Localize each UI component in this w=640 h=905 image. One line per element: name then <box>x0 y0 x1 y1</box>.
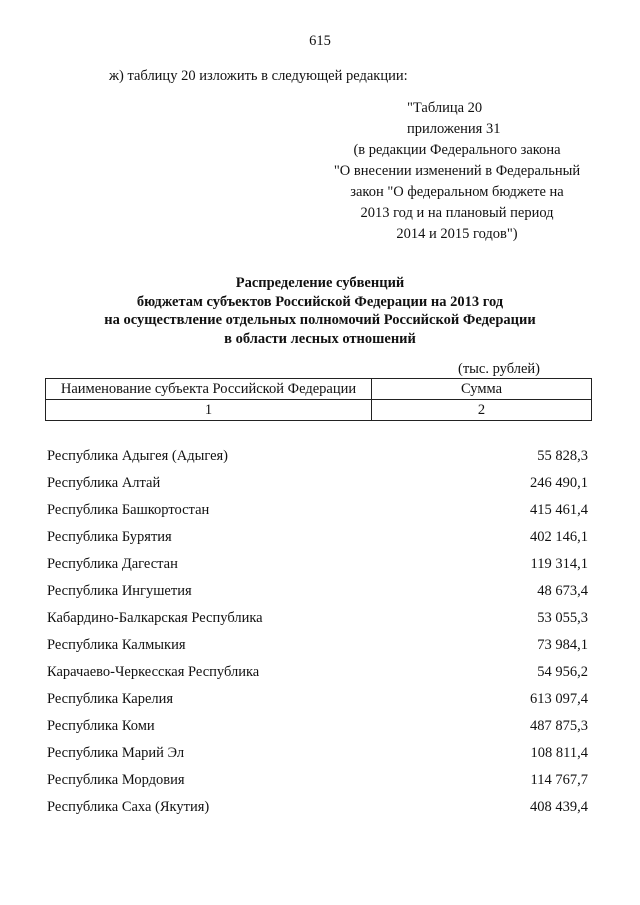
region-amount: 119 314,1 <box>530 556 588 572</box>
intro-text: ж) таблицу 20 изложить в следующей редакции: <box>109 68 408 84</box>
region-name: Республика Саха (Якутия) <box>47 799 210 815</box>
table-row <box>45 527 592 554</box>
title-line-1: Распределение субвенций <box>235 275 405 291</box>
column-number-1: 1 <box>46 400 372 421</box>
table-row <box>45 662 592 689</box>
region-amount: 48 673,4 <box>537 583 588 599</box>
table-row <box>45 689 592 716</box>
table-row <box>45 581 592 608</box>
region-name: Республика Коми <box>47 718 155 734</box>
region-name: Республика Калмыкия <box>47 637 186 653</box>
page-number: 615 <box>309 33 331 49</box>
table-row <box>45 716 592 743</box>
table-row <box>45 743 592 770</box>
region-amount: 613 097,4 <box>530 691 588 707</box>
reference-line-2: приложения 31 <box>407 121 501 137</box>
table-body <box>45 446 592 824</box>
table-header <box>45 378 592 421</box>
title-line-3: на осуществление отдельных полномочий Российской Федерации <box>104 312 536 328</box>
table-row <box>45 554 592 581</box>
region-name: Республика Алтай <box>47 475 161 491</box>
region-name: Республика Марий Эл <box>47 745 185 761</box>
region-name: Республика Мордовия <box>47 772 185 788</box>
region-name: Республика Башкортостан <box>47 502 210 518</box>
table-row <box>45 608 592 635</box>
table-row <box>45 473 592 500</box>
reference-line-6: 2013 год и на плановый период <box>360 205 554 221</box>
region-amount: 487 875,3 <box>530 718 588 734</box>
region-name: Кабардино-Балкарская Республика <box>47 610 263 626</box>
region-amount: 54 956,2 <box>537 664 588 680</box>
reference-line-5: закон "О федеральном бюджете на <box>350 184 564 200</box>
table-reference-block <box>322 98 592 245</box>
reference-line-7: 2014 и 2015 годов") <box>396 226 518 242</box>
column-header-name: Наименование субъекта Российской Федерации <box>46 379 372 400</box>
table-row <box>45 797 592 824</box>
column-number-2: 2 <box>372 400 592 421</box>
region-amount: 114 767,7 <box>530 772 588 788</box>
table-row <box>45 446 592 473</box>
region-amount: 402 146,1 <box>530 529 588 545</box>
region-name: Карачаево-Черкесская Республика <box>47 664 260 680</box>
region-amount: 408 439,4 <box>530 799 588 815</box>
region-amount: 246 490,1 <box>530 475 588 491</box>
region-amount: 415 461,4 <box>530 502 588 518</box>
region-name: Республика Карелия <box>47 691 174 707</box>
table-row <box>45 500 592 527</box>
region-amount: 53 055,3 <box>537 610 588 626</box>
region-amount: 108 811,4 <box>530 745 588 761</box>
region-name: Республика Бурятия <box>47 529 172 545</box>
region-amount: 73 984,1 <box>537 637 588 653</box>
column-header-sum: Сумма <box>372 379 592 400</box>
region-name: Республика Адыгея (Адыгея) <box>47 448 229 464</box>
table-row <box>45 635 592 662</box>
document-title <box>0 274 640 348</box>
region-name: Республика Дагестан <box>47 556 178 572</box>
table-row <box>45 770 592 797</box>
region-name: Республика Ингушетия <box>47 583 192 599</box>
title-line-2: бюджетам субъектов Российской Федерации на 2013 год <box>136 293 504 310</box>
region-amount: 55 828,3 <box>537 448 588 464</box>
title-line-4: в области лесных отношений <box>224 330 416 347</box>
units-label: (тыс. рублей) <box>458 361 540 377</box>
reference-line-4: "О внесении изменений в Федеральный <box>333 163 581 179</box>
reference-line-1: "Таблица 20 <box>407 100 483 116</box>
reference-line-3: (в редакции Федерального закона <box>353 142 561 158</box>
